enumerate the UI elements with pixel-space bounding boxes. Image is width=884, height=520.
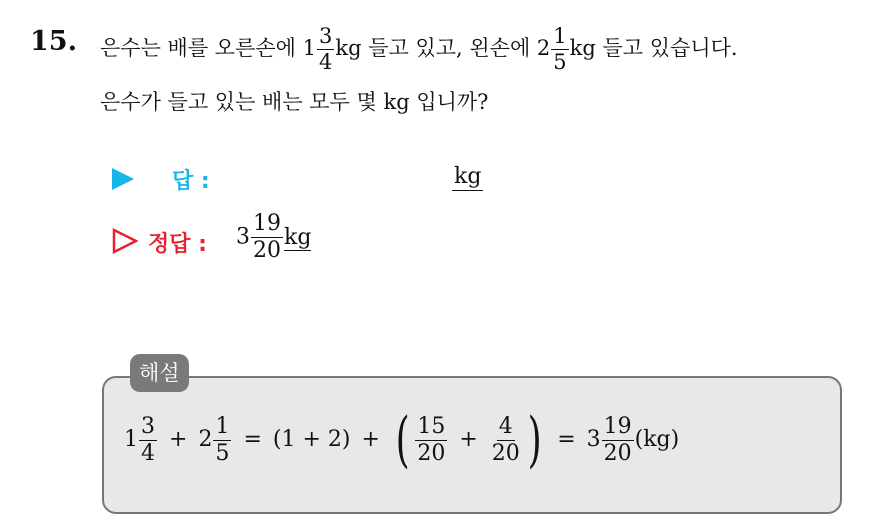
correct-numerator: 19 — [253, 211, 281, 236]
question-number: 15. — [30, 26, 77, 57]
result-unit: (kg) — [634, 427, 680, 452]
term1-numerator: 3 — [141, 413, 155, 439]
answer-unit: kg — [454, 164, 482, 189]
explanation-equation — [124, 405, 680, 475]
correct-answer-label: 정답 : — [148, 232, 207, 257]
correct-whole: 3 — [236, 224, 250, 250]
correct-fraction — [251, 213, 283, 262]
frac1-numerator: 15 — [417, 413, 446, 439]
left-hand-whole: 2 — [536, 36, 551, 60]
question-text-b: kg 들고 있고, 왼손에 — [335, 36, 537, 60]
equals-sign: = — [243, 427, 262, 452]
right-hand-fraction — [317, 26, 334, 73]
result-whole: 3 — [586, 427, 601, 452]
result-numerator: 19 — [603, 413, 632, 439]
question-text-c: kg 들고 있습니다. — [569, 36, 738, 60]
answer-arrow-icon — [112, 168, 134, 190]
correct-unit: kg — [284, 225, 312, 250]
fraction-15-20 — [415, 413, 447, 466]
plus-sign-3: + — [459, 427, 478, 452]
answer-blank-field[interactable] — [452, 164, 483, 191]
answer-label: 답 : — [172, 169, 210, 194]
equals-sign-2: = — [557, 427, 576, 452]
frac2-numerator: 4 — [498, 413, 513, 439]
question-text-a: 은수는 배를 오른손에 — [100, 36, 303, 60]
fraction-4-20 — [490, 413, 522, 466]
right-hand-whole: 1 — [302, 36, 316, 60]
term1-fraction — [139, 413, 157, 466]
plus-sign-2: + — [361, 427, 380, 452]
correct-answer-value — [236, 213, 311, 262]
term2-fraction — [213, 413, 231, 466]
result-fraction — [602, 413, 634, 466]
plus-sign: + — [169, 427, 188, 452]
correct-denominator: 20 — [253, 238, 281, 263]
question-line-1 — [100, 26, 738, 73]
whole-sum-group: (1 + 2) — [272, 427, 351, 452]
term2-denominator: 5 — [215, 440, 230, 466]
term2-whole: 2 — [198, 427, 213, 452]
right-hand-numerator: 3 — [318, 24, 333, 48]
result-denominator: 20 — [603, 440, 632, 466]
term1-whole: 1 — [124, 427, 138, 452]
left-hand-fraction — [551, 26, 568, 73]
left-hand-denominator: 5 — [553, 50, 567, 74]
frac2-denominator: 20 — [491, 440, 520, 466]
term2-numerator: 1 — [215, 413, 230, 439]
correct-arrow-icon — [112, 228, 138, 254]
right-hand-denominator: 4 — [318, 50, 333, 74]
right-paren: ) — [527, 405, 542, 475]
left-hand-numerator: 1 — [553, 24, 567, 48]
question-line-2: 은수가 들고 있는 배는 모두 몇 kg 입니까? — [100, 90, 489, 114]
left-paren: ( — [395, 405, 410, 475]
frac1-denominator: 20 — [417, 440, 446, 466]
term1-denominator: 4 — [141, 440, 155, 466]
explanation-badge: 해설 — [130, 354, 189, 392]
